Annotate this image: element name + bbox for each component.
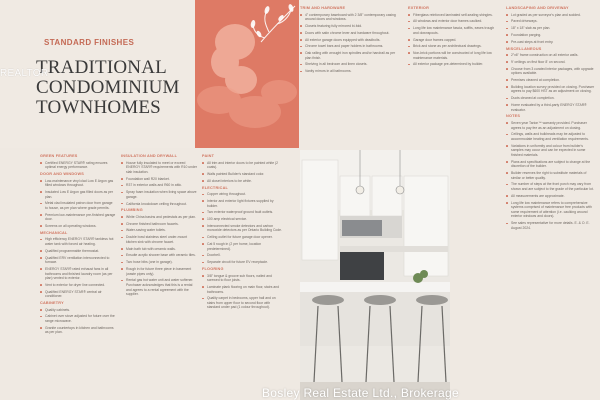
section-heading: TRIM AND HARDWARE [300,6,346,10]
list-item: Closets featuring fully mirrored bi-fold. [300,24,396,29]
list-item: Premises cleaned at completion. [506,78,596,83]
section-heading: NOTES [506,114,521,119]
list-item: Fiberglass reinforced laminated self-sealing shingles. [408,13,496,18]
section-heading: ELECTRICAL [202,185,229,190]
list-item: 100 amp electrical service. [202,217,284,222]
list-item: Double bowl stainless steel under-mount kitchen sink with chrome faucet. [121,235,197,244]
list-item: Interior and exterior light fixtures supplied by builder. [202,199,284,208]
spec-column-1 [40,152,116,337]
list-item: Separate circuit for future EV receptacle. [202,260,284,265]
list-item: Qualified ERV ventilation interconnected to furnace. [40,256,116,265]
list-item: Ceilings, walls and bulkheads may be adjusted to accommodate heating and ventilation requirements. [506,132,596,141]
list-item: Copper wiring throughout. [202,192,284,197]
list-item: Ceiling outlet for future garage door opener. [202,235,284,240]
list-item: Water-saving water toilets. [121,228,197,233]
section-heading: LANDSCAPING AND DRIVEWAY [506,6,569,10]
list-item: Oak railing with wrought iron spindles and/or handrail as per plan finish. [300,51,396,60]
page-title: TRADITIONAL CONDOMINIUM TOWNHOMES [36,57,180,118]
section-heading: CABINETRY [40,301,64,306]
list-item: Insulated Low E Argon gas filled doors as per plan. [40,190,116,199]
list-item: 2"x6" frame construction on all exterior walls. [506,53,596,58]
list-item: The number of steps at the front porch may vary from shown and are subject to the grade of the particular lot. [506,182,596,191]
section-heading: EXTERIOR [408,6,430,10]
section-heading: PLUMBING [121,208,143,213]
list-item: Spray foam insulation when living space above garage. [121,190,197,199]
list-item: Doors with satin chrome lever and hardware throughout. [300,31,396,36]
list-item: All closet interiors to be white. [202,179,284,184]
section-heading: PAINT [202,154,215,158]
list-item: Seven year Tarion™ warranty provided. Purchaser agrees to pay fee as an adjustment on closing. [506,121,596,130]
list-item: Chrome towel bars and paper holders in bathrooms. [300,44,396,49]
list-item: Brick and stone as per architectural drawings. [408,44,496,49]
list-item: Rental gas hot water unit and water softener. Purchaser acknowledges that this is a rental and agrees to a rental agreement with the supplier. [121,278,197,296]
spec-column-5 [408,4,496,69]
decorative-art-panel [195,0,299,148]
list-item: High efficiency ENERGY STAR® tankless hot water tank with forced air heating. [40,237,116,246]
list-item: Ensuite acrylic shower base with ceramic tiles. [121,253,197,258]
list-item: All exterior garage doors equipped with deadbolts. [300,38,396,43]
list-item: 3/8" tongue & groove sub floors, nailed and screwed to floor joists. [202,274,284,283]
list-item: Vanity mirrors in all bathrooms. [300,69,396,74]
list-item: Paved driveways. [506,19,596,24]
list-item: Building location survey provided on closing. Purchaser agrees to pay $600 HST as an adjustment on closing. [506,85,596,94]
section-heading: MISCELLANEOUS [506,46,542,51]
list-item: Interconnected smoke detectors and carbon monoxide detectors as per Ontario Building Code. [202,224,284,233]
list-item: Two hose bibs (one in garage). [121,260,197,265]
list-item: Qualified ENERGY STAR® central air conditioner. [40,290,116,299]
list-item: All windows and exterior door frames caulked. [408,19,496,24]
list-item: Long life low maintenance refers to comprehensive systems comprised of maintenance free products with some requirement of attention (i.e. caulking around exterior windows and doors). [506,201,596,219]
list-item: Plans and specifications are subject to change at the discretion of the builder. [506,160,596,169]
section-heading: GREEN FEATURES [40,154,78,158]
list-item: Foundation wall R20 blanket. [121,177,197,182]
list-item: Quality carpet in bedrooms, upper hall and on stairs from upper floor to second floor with standard under pad (1 colour throughout). [202,296,284,310]
list-item: Lot graded as per surveyor's plan and sodded. [506,13,596,18]
list-item: All exterior package pre-determined by builder. [408,62,496,67]
list-item: California knockdown ceiling throughout. [121,202,197,207]
spec-column-6 [506,4,596,233]
section-heading: INSULATION AND DRYWALL [121,154,178,158]
list-item: Home evaluated by a third-party ENERGY STAR® evaluator. [506,103,596,112]
list-item: Vent to exterior for dryer line connected. [40,283,116,288]
list-item: Doorbell. [202,253,284,258]
section-heading: DOOR AND WINDOWS [40,171,84,176]
section-heading: MECHANICAL [40,230,68,235]
list-item: Chrome finished bathroom faucets. [121,222,197,227]
spec-column-3 [202,152,284,312]
list-item: Ducts cleaned at completion. [506,96,596,101]
eyebrow-heading: STANDARD FINISHES [44,38,135,47]
list-item: Long life low maintenance fascia, soffits, eaves trough and downspouts. [408,26,496,35]
list-item: Non-brick portions will be constructed of long life low maintenance materials. [408,51,496,60]
list-item: Quality cabinets. [40,308,116,313]
spec-column-4 [300,4,396,76]
cherub-illustration [195,0,299,148]
list-item: R37 in exterior walls and R60 in attic. [121,183,197,188]
section-heading: FLOORING [202,266,224,271]
list-item: Laminate plank flooring on main floor, stairs and bathrooms. [202,285,284,294]
list-item: 18" x 18" slab as per plan. [506,26,596,31]
list-item: Shelving in all bedroom and linen closets. [300,62,396,67]
list-item: Rough in for future three piece in basement (waste pipes only). [121,267,197,276]
list-item: 9' ceilings on first floor 8' on second. [506,60,596,65]
list-item: Certified ENERGY STAR® rating ensures optimal energy performance. [40,161,116,170]
realtor-watermark: REALTOR [0,68,49,79]
list-item: Two exterior waterproof ground fault outlets. [202,210,284,215]
list-item: 4" contemporary baseboard with 2 3/8" contemporary casing around doors and windows. [300,13,396,22]
list-item: All trim and interior doors to be painted white (2 coats). [202,161,284,170]
list-item: Garage door frames capped. [408,38,496,43]
list-item: ENERGY STAR® rated exhaust fans in all bathrooms and finished laundry room (as per plan) vented to exterior. [40,267,116,281]
list-item: Screens on all operating windows. [40,224,116,229]
list-item: House fully insulated to meet or exceed ENERGY STAR® requirements with R10 under slab insulation. [121,161,197,175]
list-item: Metal clad insulated patron door from garage to house, as per plan where grade permits. [40,201,116,210]
list-item: See sales representative for more details. E. & O. E. August 2024. [506,221,596,230]
list-item: Pre-cast steps at front entry. [506,40,596,45]
list-item: Choose from 3 curated interior packages, with upgrade options available. [506,67,596,76]
list-item: Qualified programmable thermostat. [40,249,116,254]
list-item: Main bath tub with ceramic walls. [121,247,197,252]
list-item: Granite countertops in kitchen and bathrooms as per plan. [40,326,116,335]
list-item: Foundation parging. [506,33,596,38]
list-item: All measurements are approximate. [506,194,596,199]
kitchen-illustration [300,150,450,400]
kitchen-photo [300,150,450,400]
list-item: Variations in uniformity and colour from builder's samples may occur and can be expected in some finished materials. [506,144,596,158]
list-item: Walls painted Builder's standard color. [202,172,284,177]
list-item: Premium low-maintenance pre-finished garage door. [40,213,116,222]
spec-column-2 [121,152,197,299]
list-item: Cat 5 rough in (2 per home, location predetermined). [202,242,284,251]
list-item: White China basins and pedestals as per plan. [121,215,197,220]
list-item: Low-maintenance vinyl clad Low E Argon gas filled windows throughout. [40,179,116,188]
list-item: Builder reserves the right to substitute materials of similar or better quality. [506,171,596,180]
brokerage-watermark: Bosley Real Estate Ltd., Brokerage [262,386,459,400]
list-item: Cabinet over stove adjusted for future over the range microwave. [40,314,116,323]
